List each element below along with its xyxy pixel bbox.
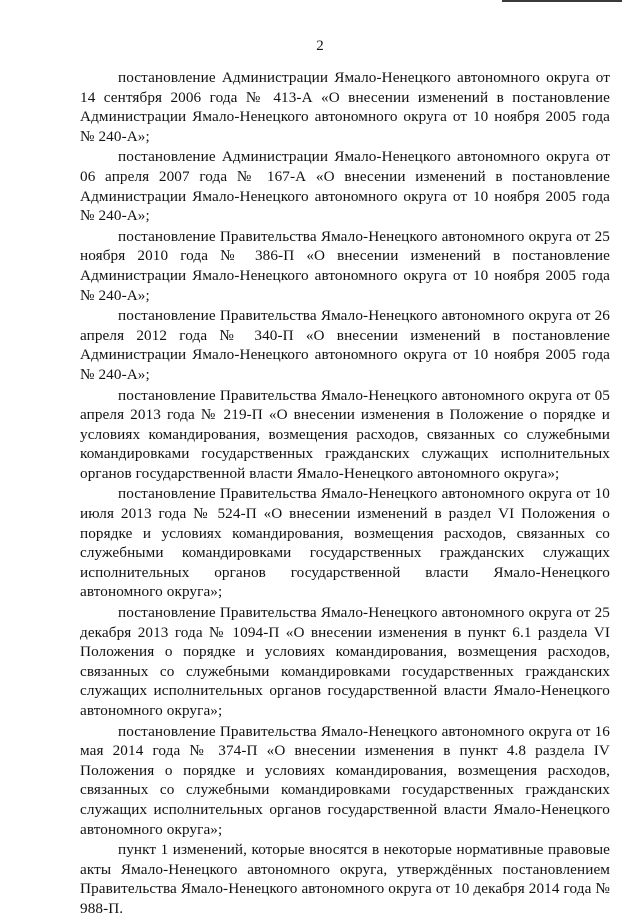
paragraph-resolution-219-p: постановление Правительства Ямало-Ненецкого автономного округа от 05 апреля 2013 года № 219-П «О внесении изменения в Положение о порядке и условиях командирования, возмещения расходов, связанных со служебными командировками государственных гражданских служащих исполнительных органов государственной власти Ямало-Ненецкого автономного округа»; bbox=[80, 386, 610, 482]
paragraph-resolution-374-p: постановление Правительства Ямало-Ненецкого автономного округа от 16 мая 2014 года № 374-П «О внесении изменения в пункт 4.8 раздела IV Положения о порядке и условиях командирования, возмещения расходов, связанных со служебными командировками государственных гражданских служащих исполнительных органов государственной власти Ямало-Ненецкого автономного округа»; bbox=[80, 722, 610, 838]
paragraph-resolution-386-p: постановление Правительства Ямало-Ненецкого автономного округа от 25 ноября 2010 года № 386-П «О внесении изменений в постановление Администрации Ямало-Ненецкого автономного округа от 10 ноября 2005 года № 240-А»; bbox=[80, 227, 610, 304]
page-number: 2 bbox=[316, 38, 324, 54]
paragraph-item-988-p: пункт 1 изменений, которые вносятся в некоторые нормативные правовые акты Ямало-Ненецкого автономного округа, утверждённых постановлением Правительства Ямало-Ненецкого автономного округа от 10 декабря 2014 года № 988-П. bbox=[80, 841, 610, 917]
paragraph-resolution-1094-p: постановление Правительства Ямало-Ненецкого автономного округа от 25 декабря 2013 года № 1094-П «О внесении изменения в пункт 6.1 раздела VI Положения о порядке и условиях командирования, возмещения расходов, связанных со служебными командировками государственных гражданских служащих исполнительных органов государственной власти Ямало-Ненецкого автономного округа»; bbox=[80, 604, 610, 719]
paragraph-resolution-340-p: постановление Правительства Ямало-Ненецкого автономного округа от 26 апреля 2012 года № 340-П «О внесении изменений в постановление Администрации Ямало-Ненецкого автономного округа от 10 ноября 2005 года № 240-А»; bbox=[80, 307, 610, 383]
paragraph-resolution-167-a: постановление Администрации Ямало-Ненецкого автономного округа от 06 апреля 2007 года № 167-А «О внесении изменений в постановление Администрации Ямало-Ненецкого автономного округа от 10 ноября 2005 года № 240-А»; bbox=[80, 148, 610, 225]
scan-edge-mark bbox=[502, 0, 622, 2]
paragraph-resolution-524-p: постановление Правительства Ямало-Ненецкого автономного округа от 10 июля 2013 года № 524-П «О внесении изменений в раздел VI Положения о порядке и условиях командирования, возмещения расходов, связанных со служебными командировками государственных гражданских служащих исполнительных органов государственной власти Ямало-Ненецкого автономного округа»; bbox=[80, 485, 610, 601]
document-body bbox=[80, 68, 610, 920]
paragraph-resolution-413-a: постановление Администрации Ямало-Ненецкого автономного округа от 14 сентября 2006 года № 413-А «О внесении изменений в постановление Администрации Ямало-Ненецкого автономного округа от 10 ноября 2005 года № 240-А»; bbox=[80, 69, 610, 145]
